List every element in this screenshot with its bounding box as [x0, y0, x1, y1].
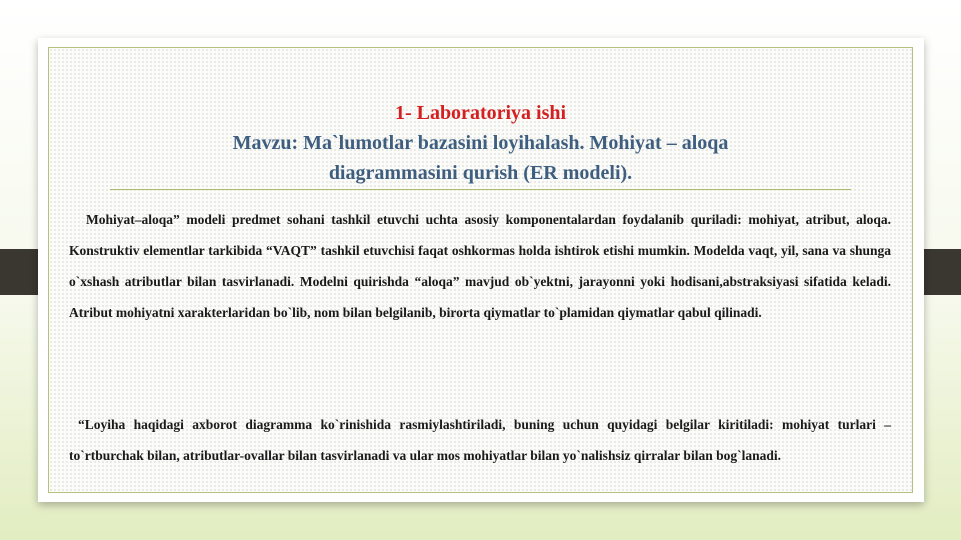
- slide-card: [38, 38, 924, 502]
- lab-title: 1- Laboratoriya ishi: [394, 102, 567, 124]
- topic-line-1: Mavzu: Ma`lumotlar bazasini loyihalash. Mohiyat – aloqa: [232, 132, 729, 154]
- topic-line-2: diagrammasini qurish (ER modeli).: [328, 162, 633, 184]
- title-divider: [110, 189, 851, 190]
- title-block: [49, 98, 912, 188]
- left-side-bar: [0, 249, 38, 295]
- right-side-bar: [924, 249, 961, 295]
- paragraph-diagram-notation: “Loyiha haqidagi axborot diagramma ko`rinishida rasmiylashtiriladi, buning uchun quyidagi belgilar kiritiladi: mohiyat turlari – to`rtburchak bilan, atributlar-ovallar bilan tasvirlanadi va ular mos mohiyatlar bilan yo`nalishsiz qirralar bilan bog`lanadi.: [69, 417, 891, 463]
- slide-frame: [48, 47, 913, 493]
- paragraph-er-model: Mohiyat–aloqa” modeli predmet sohani tashkil etuvchi uchta asosiy komponentalardan foydalanib quriladi: mohiyat, atribut, aloqa. Konstruktiv elementlar tarkibida “VAQT” tashkil etuvchisi faqat oshkormas holda ishtirok etishi mumkin. Modelda vaqt, yil, sana va shunga o`xshash atributlar bilan tasvirlanadi. Modelni quirishda “aloqa” mavjud ob`yektni, jarayonni yoki hodisani,abstraksiyasi sifatida keladi. Atribut mohiyatni xarakterlaridan bo`lib, nom bilan belgilanib, birorta qiymatlar to`plamidan qiymatlar qabul qilinadi.: [69, 212, 891, 320]
